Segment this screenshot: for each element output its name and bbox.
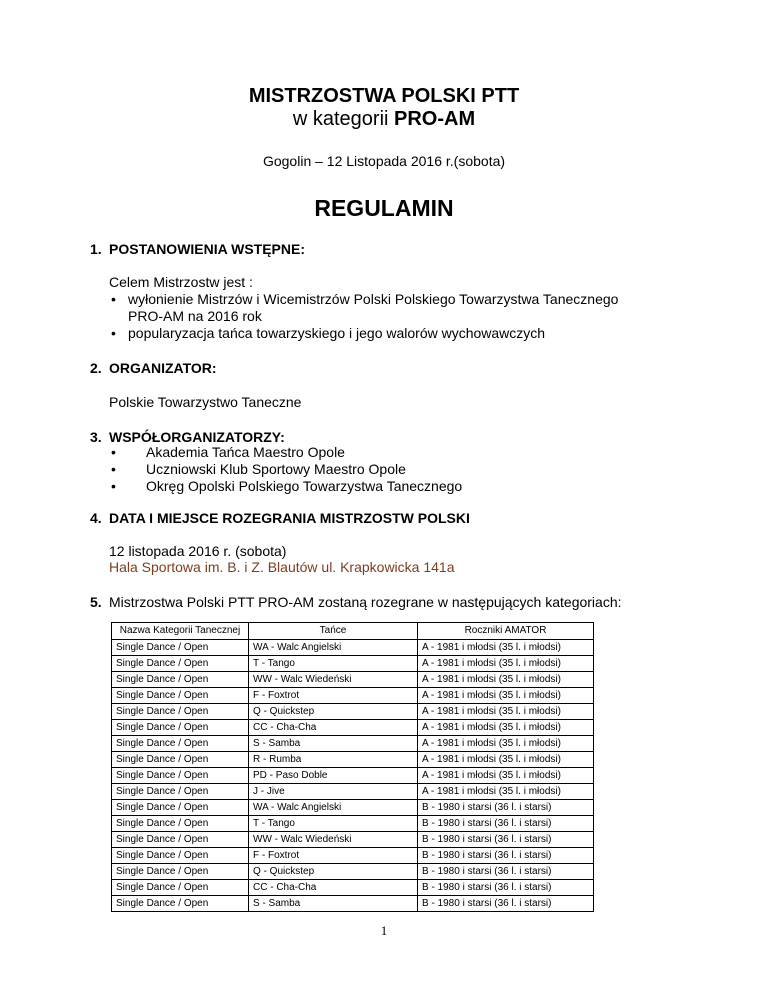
cell-category: Single Dance / Open xyxy=(112,784,249,800)
cell-dance: CC - Cha-Cha xyxy=(249,880,418,896)
section-1-number: 1. xyxy=(90,241,102,257)
event-dateline: Gogolin – 12 Listopada 2016 r.(sobota) xyxy=(262,153,506,169)
cell-category: Single Dance / Open xyxy=(112,800,249,816)
table-row xyxy=(112,896,594,912)
subtitle-category: PRO-AM xyxy=(394,108,476,130)
cell-age-group: B - 1980 i starsi (36 l. i starsi) xyxy=(418,864,594,880)
cell-age-group: B - 1980 i starsi (36 l. i starsi) xyxy=(418,816,594,832)
cell-dance: J - Jive xyxy=(249,784,418,800)
section-5-heading xyxy=(90,593,622,611)
cell-category: Single Dance / Open xyxy=(112,896,249,912)
cell-category: Single Dance / Open xyxy=(112,656,249,672)
cell-age-group: A - 1981 i młodsi (35 l. i młodsi) xyxy=(418,768,594,784)
header-category: Nazwa Kategorii Tanecznej xyxy=(112,623,249,640)
cell-age-group: A - 1981 i młodsi (35 l. i młodsi) xyxy=(418,752,594,768)
cell-dance: S - Samba xyxy=(249,896,418,912)
section-1-bullets xyxy=(109,291,729,342)
table-row xyxy=(112,736,594,752)
table-body xyxy=(112,640,594,912)
cell-category: Single Dance / Open xyxy=(112,752,249,768)
section-4-heading xyxy=(90,509,470,527)
cell-category: Single Dance / Open xyxy=(112,640,249,656)
document-title: MISTRZOSTWA POLSKI PTT xyxy=(248,85,520,107)
cell-category: Single Dance / Open xyxy=(112,736,249,752)
section-5-text: Mistrzostwa Polski PTT PRO-AM zostaną rozegrane w następujących kategoriach: xyxy=(109,594,622,610)
cell-age-group: B - 1980 i starsi (36 l. i starsi) xyxy=(418,880,594,896)
cell-dance: PD - Paso Doble xyxy=(249,768,418,784)
section-1-intro: Celem Mistrzostw jest : xyxy=(109,274,253,290)
cell-age-group: A - 1981 i młodsi (35 l. i młodsi) xyxy=(418,640,594,656)
cell-category: Single Dance / Open xyxy=(112,704,249,720)
cell-category: Single Dance / Open xyxy=(112,768,249,784)
header-dances: Tańce xyxy=(249,623,418,640)
table-row xyxy=(112,832,594,848)
cell-age-group: B - 1980 i starsi (36 l. i starsi) xyxy=(418,848,594,864)
document-subtitle xyxy=(0,107,768,131)
list-item: • wyłonienie Mistrzów i Wicemistrzów Polski Polskiego Towarzystwa Tanecznego PRO-AM na 2016 rok xyxy=(109,291,729,325)
table-row xyxy=(112,688,594,704)
section-3-number: 3. xyxy=(90,429,102,445)
cell-dance: T - Tango xyxy=(249,816,418,832)
list-item: • Akademia Tańca Maestro Opole xyxy=(109,444,729,461)
section-1-heading xyxy=(90,240,305,258)
cell-age-group: A - 1981 i młodsi (35 l. i młodsi) xyxy=(418,720,594,736)
table-row xyxy=(112,672,594,688)
header-age-groups: Roczniki AMATOR xyxy=(418,623,594,640)
regulamin-heading: REGULAMIN xyxy=(314,195,454,221)
event-venue: Hala Sportowa im. B. i Z. Blautów ul. Krapkowicka 141a xyxy=(109,559,455,575)
cell-dance: WA - Walc Angielski xyxy=(249,640,418,656)
event-date: 12 listopada 2016 r. (sobota) xyxy=(109,543,287,559)
section-2-number: 2. xyxy=(90,360,102,376)
categories-table xyxy=(111,622,594,912)
cell-age-group: A - 1981 i młodsi (35 l. i młodsi) xyxy=(418,656,594,672)
table-row xyxy=(112,720,594,736)
table-header-row xyxy=(112,623,594,640)
cell-dance: Q - Quickstep xyxy=(249,704,418,720)
table-row xyxy=(112,800,594,816)
cell-dance: T - Tango xyxy=(249,656,418,672)
cell-age-group: A - 1981 i młodsi (35 l. i młodsi) xyxy=(418,672,594,688)
cell-age-group: B - 1980 i starsi (36 l. i starsi) xyxy=(418,832,594,848)
cell-dance: WA - Walc Angielski xyxy=(249,800,418,816)
cell-age-group: B - 1980 i starsi (36 l. i starsi) xyxy=(418,800,594,816)
subtitle-prefix: w kategorii xyxy=(292,108,395,130)
cell-dance: R - Rumba xyxy=(249,752,418,768)
section-3-title: WSPÓŁORGANIZATORZY: xyxy=(109,429,285,445)
section-4-number: 4. xyxy=(90,510,102,526)
cell-category: Single Dance / Open xyxy=(112,864,249,880)
table-row xyxy=(112,768,594,784)
cell-dance: F - Foxtrot xyxy=(249,688,418,704)
table-row xyxy=(112,640,594,656)
section-2-title: ORGANIZATOR: xyxy=(109,360,217,376)
table-row xyxy=(112,704,594,720)
section-2-heading xyxy=(90,359,217,377)
section-3-bullets xyxy=(109,444,729,495)
section-4-title: DATA I MIEJSCE ROZEGRANIA MISTRZOSTW POLSKI xyxy=(109,510,470,526)
cell-category: Single Dance / Open xyxy=(112,880,249,896)
table-row xyxy=(112,752,594,768)
cell-category: Single Dance / Open xyxy=(112,816,249,832)
table-row xyxy=(112,848,594,864)
cell-age-group: A - 1981 i młodsi (35 l. i młodsi) xyxy=(418,704,594,720)
cell-age-group: A - 1981 i młodsi (35 l. i młodsi) xyxy=(418,784,594,800)
section-1-title: POSTANOWIENIA WSTĘPNE: xyxy=(109,241,305,257)
table-row xyxy=(112,656,594,672)
list-item: • popularyzacja tańca towarzyskiego i jego walorów wychowawczych xyxy=(109,325,729,342)
cell-dance: CC - Cha-Cha xyxy=(249,720,418,736)
cell-dance: WW - Walc Wiedeński xyxy=(249,832,418,848)
list-item: • Uczniowski Klub Sportowy Maestro Opole xyxy=(109,461,729,478)
cell-category: Single Dance / Open xyxy=(112,848,249,864)
page-number: 1 xyxy=(380,923,388,938)
section-5-number: 5. xyxy=(90,594,102,610)
cell-age-group: A - 1981 i młodsi (35 l. i młodsi) xyxy=(418,736,594,752)
cell-dance: F - Foxtrot xyxy=(249,848,418,864)
cell-category: Single Dance / Open xyxy=(112,720,249,736)
cell-dance: S - Samba xyxy=(249,736,418,752)
list-item: • Okręg Opolski Polskiego Towarzystwa Tanecznego xyxy=(109,478,729,495)
table-row xyxy=(112,784,594,800)
cell-dance: Q - Quickstep xyxy=(249,864,418,880)
cell-age-group: B - 1980 i starsi (36 l. i starsi) xyxy=(418,896,594,912)
table-row xyxy=(112,880,594,896)
section-2-text: Polskie Towarzystwo Taneczne xyxy=(109,394,302,410)
cell-category: Single Dance / Open xyxy=(112,688,249,704)
cell-category: Single Dance / Open xyxy=(112,832,249,848)
table-row xyxy=(112,816,594,832)
cell-dance: WW - Walc Wiedeński xyxy=(249,672,418,688)
table-row xyxy=(112,864,594,880)
cell-age-group: A - 1981 i młodsi (35 l. i młodsi) xyxy=(418,688,594,704)
cell-category: Single Dance / Open xyxy=(112,672,249,688)
